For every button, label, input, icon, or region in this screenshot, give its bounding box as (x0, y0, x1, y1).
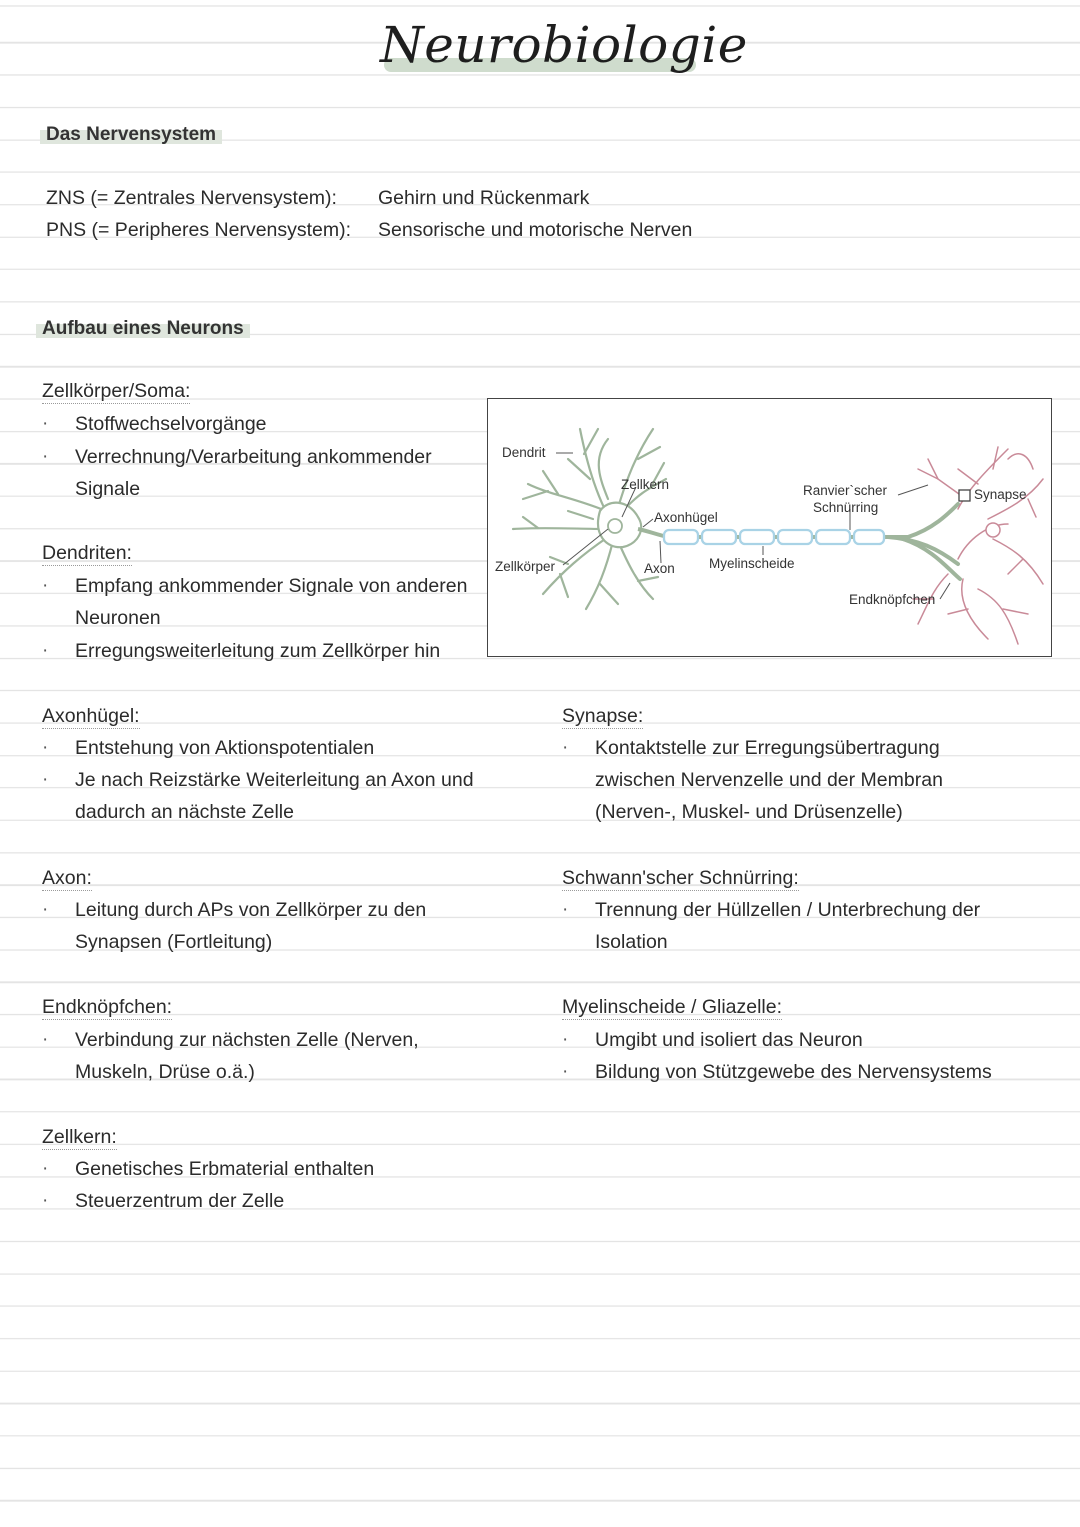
definition-line: Neuronen (75, 607, 161, 629)
section-heading-aufbau: Aufbau eines Neurons (36, 316, 250, 342)
definition-line: Verrechnung/Verarbeitung ankommender (75, 446, 432, 468)
section-heading-nervensystem: Das Nervensystem (40, 122, 222, 148)
definition-line: Entstehung von Aktionspotentialen (75, 737, 375, 759)
diagram-label-synapse: Synapse (974, 487, 1027, 502)
definition-line: Kontaktstelle zur Erregungsübertragung (595, 737, 940, 759)
bullet-marker: · (42, 1158, 49, 1179)
bullet-marker: · (42, 575, 49, 596)
definition-line: Steuerzentrum der Zelle (75, 1190, 285, 1212)
bullet-marker: · (42, 737, 49, 758)
bullet-marker: · (562, 1061, 569, 1082)
diagram-label-dendrit: Dendrit (502, 445, 546, 460)
diagram-label-zellkern: Zellkern (621, 477, 670, 492)
definition-line: zwischen Nervenzelle und der Membran (595, 769, 943, 791)
bullet-marker: · (562, 1029, 569, 1050)
diagram-label-axonhuegel: Axonhügel (654, 510, 718, 525)
axon-terminals (888, 504, 960, 579)
term-heading-zellkoerper: Zellkörper/Soma: (42, 380, 191, 402)
definition-line: Erregungsweiterleitung zum Zellkörper hin (75, 640, 441, 662)
term-heading-axonhuegel: Axonhügel: (42, 705, 140, 727)
bullet-marker: · (42, 899, 49, 920)
definition-line: Leitung durch APs von Zellkörper zu den (75, 899, 427, 921)
definition-line: Synapsen (Fortleitung) (75, 931, 273, 953)
definition-line: Isolation (595, 931, 668, 953)
bullet-marker: · (42, 1190, 49, 1211)
myelin-segments (664, 530, 884, 544)
pns-term: PNS (= Peripheres Nervensystem): (46, 219, 352, 241)
bullet-marker: · (562, 737, 569, 758)
zns-term: ZNS (= Zentrales Nervensystem): (46, 187, 337, 209)
neuron-drawing (488, 399, 1053, 658)
term-heading-endknoepfchen: Endknöpfchen: (42, 996, 173, 1018)
diagram-label-zellkoerper: Zellkörper (495, 559, 556, 574)
target-nucleus (986, 523, 1000, 537)
nucleus-circle (608, 519, 622, 533)
definition-line: Empfang ankommender Signale von anderen (75, 575, 468, 597)
definition-line: Muskeln, Drüse o.ä.) (75, 1061, 255, 1083)
definition-line: (Nerven-, Muskel- und Drüsenzelle) (595, 801, 903, 823)
diagram-label-schnuerring: Schnürring (813, 500, 879, 515)
term-heading-zellkern: Zellkern: (42, 1126, 117, 1148)
bullet-marker: · (42, 769, 49, 790)
definition-line: dadurch an nächste Zelle (75, 801, 294, 823)
bullet-marker: · (42, 446, 49, 467)
pns-desc: Sensorische und motorische Nerven (378, 219, 693, 241)
definition-line: Je nach Reizstärke Weiterleitung an Axon und (75, 769, 474, 791)
diagram-label-myelinscheide: Myelinscheide (709, 556, 795, 571)
term-heading-synapse: Synapse: (562, 705, 644, 727)
definition-line: Verbindung zur nächsten Zelle (Nerven, (75, 1029, 419, 1051)
definition-line: Bildung von Stützgewebe des Nervensystems (595, 1061, 992, 1083)
bullet-marker: · (42, 640, 49, 661)
title-block (380, 10, 748, 100)
definition-line: Trennung der Hüllzellen / Unterbrechung der (595, 899, 981, 921)
bullet-marker: · (42, 1029, 49, 1050)
definition-line: Genetisches Erbmaterial enthalten (75, 1158, 375, 1180)
definition-line: Stoffwechselvorgänge (75, 413, 267, 435)
diagram-label-ranvier: Ranvier`scher (803, 483, 888, 498)
diagram-label-endknoepfchen: Endknöpfchen (849, 592, 936, 607)
target-cell (913, 447, 1043, 644)
term-heading-myelinscheide: Myelinscheide / Gliazelle: (562, 996, 783, 1018)
zns-desc: Gehirn und Rückenmark (378, 187, 590, 209)
term-heading-dendriten: Dendriten: (42, 542, 132, 564)
bullet-marker: · (42, 413, 49, 434)
definition-line: Umgibt und isoliert das Neuron (595, 1029, 863, 1051)
term-heading-axon: Axon: (42, 867, 92, 889)
definition-line: Signale (75, 478, 141, 500)
page-title: Neurobiologie (380, 16, 748, 74)
synapse-marker-box (959, 490, 970, 501)
diagram-label-axon: Axon (644, 561, 675, 576)
term-heading-schnuerring: Schwann'scher Schnürring: (562, 867, 799, 889)
bullet-marker: · (562, 899, 569, 920)
neuron-diagram (487, 398, 1052, 657)
